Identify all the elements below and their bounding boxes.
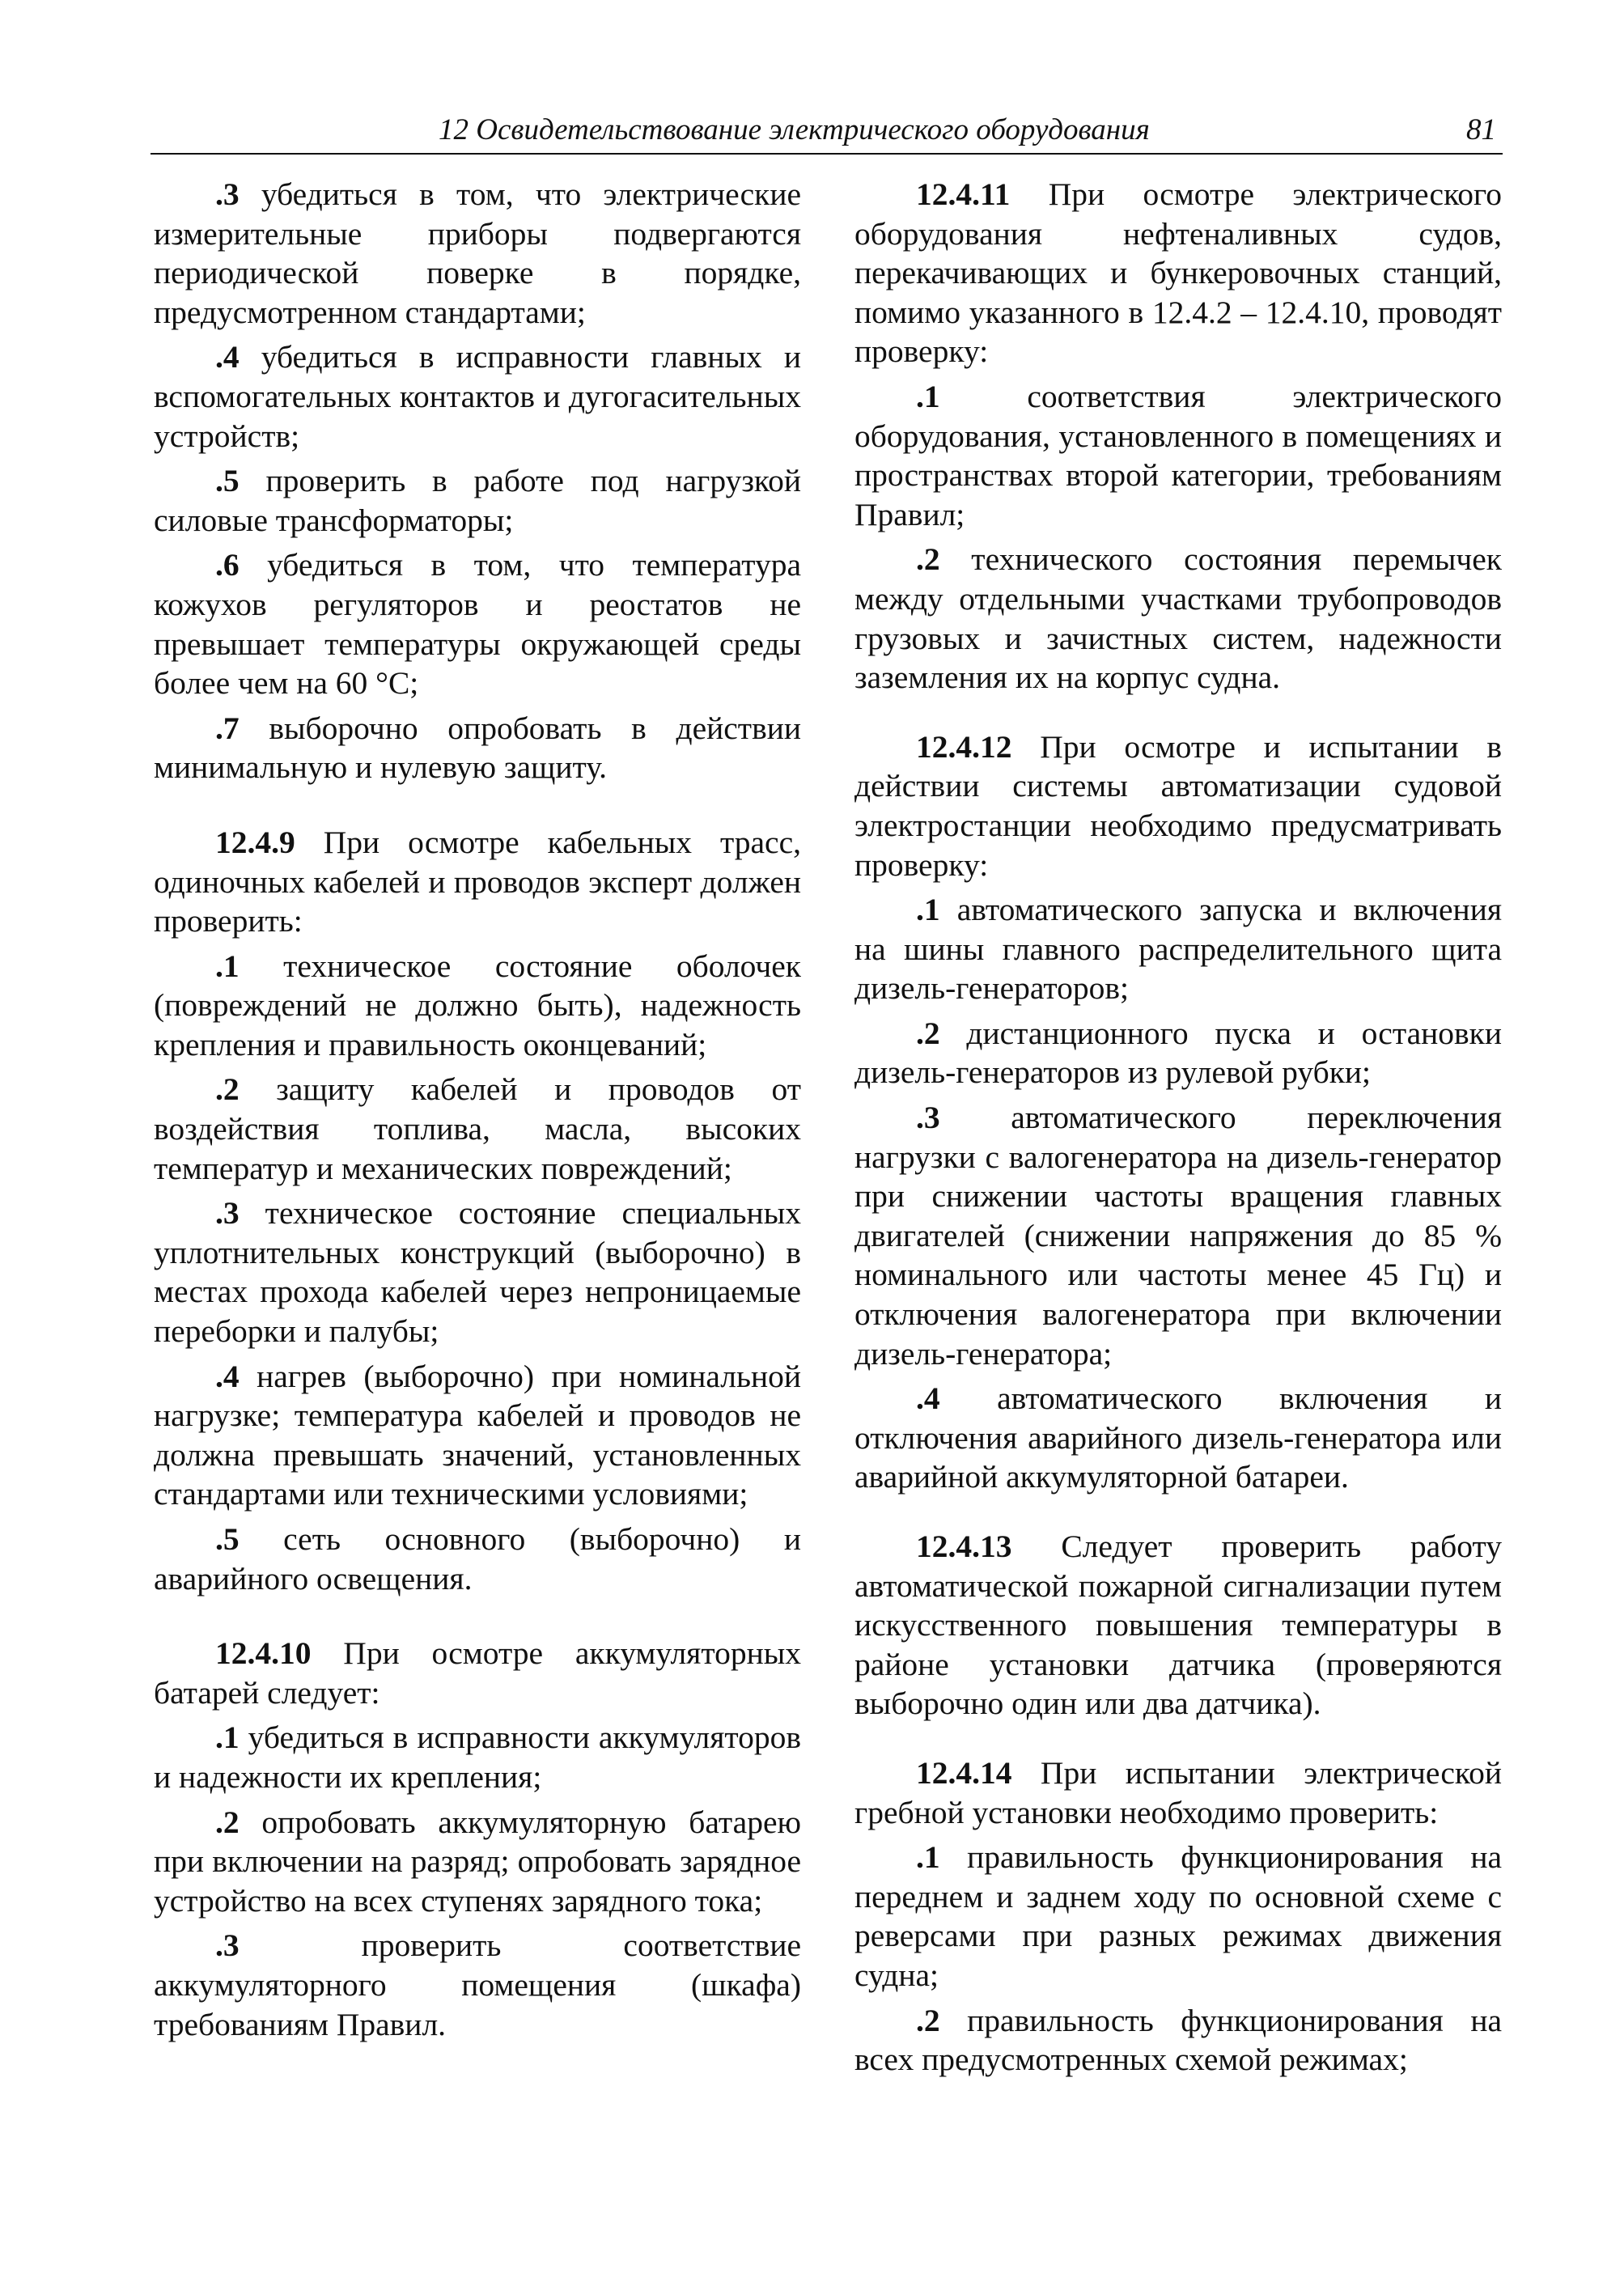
item-number: .3 <box>215 176 240 212</box>
paragraph <box>154 1070 801 1188</box>
item-text: защиту кабелей и проводов от воздействия топлива, масла, высоких температур и механических повреждений; <box>154 1071 801 1186</box>
item-number: .4 <box>215 339 240 375</box>
item-text: проверить соответствие аккумуляторного помещения (шкафа) требованиям Правил. <box>154 1927 801 2042</box>
item-number: .5 <box>215 1521 240 1557</box>
item-text: соответствия электрического оборудования, установленного в помещениях и пространствах второй категории, требованиям Правил; <box>854 378 1502 532</box>
section-paragraph <box>154 1634 801 1712</box>
paragraph <box>854 1838 1502 1995</box>
item-text: При осмотре электрического оборудования нефтеналивных судов, перекачивающих и бункеровочных станций, помимо указанного в 12.4.2 – 12.4.10, проводят проверку: <box>854 176 1502 370</box>
paragraph <box>154 175 801 332</box>
section-number: 12.4.12 <box>916 728 1012 765</box>
paragraph <box>854 540 1502 697</box>
item-number: .4 <box>916 1380 940 1417</box>
item-text: правильность функционирования на всех предусмотренных схемой режимах; <box>854 2002 1502 2078</box>
item-text: сеть основного (выборочно) и аварийного освещения. <box>154 1521 801 1596</box>
item-text: опробовать аккумуляторную батарею при включении на разряд; опробовать зарядное устройство на всех ступенях зарядного тока; <box>154 1804 801 1919</box>
item-text: правильность функционирования на переднем и заднем ходу по основной схеме с реверсами при разных режимах движения судна; <box>854 1839 1502 1993</box>
section-number: 12.4.9 <box>215 824 295 860</box>
section-number: 12.4.11 <box>916 176 1011 212</box>
paragraph <box>154 337 801 456</box>
paragraph <box>854 1379 1502 1497</box>
item-text: выборочно опробовать в действии минимальную и нулевую защиту. <box>154 710 801 786</box>
left-column <box>154 175 801 2050</box>
item-number: .2 <box>215 1071 240 1108</box>
section-paragraph <box>854 727 1502 884</box>
running-header <box>151 108 1503 153</box>
item-text: техническое состояние оболочек (повреждений не должно быть), надежность крепления и правильность оконцеваний; <box>154 948 801 1062</box>
paragraph <box>154 1926 801 2044</box>
item-number: .2 <box>215 1804 240 1840</box>
item-number: .2 <box>916 1015 940 1051</box>
header-title: 12 Освидетельствование электрического оборудования <box>439 113 1150 146</box>
section-paragraph <box>154 823 801 941</box>
page-number: 81 <box>1466 113 1496 146</box>
paragraph <box>854 890 1502 1008</box>
item-number: .6 <box>215 547 240 583</box>
paragraph <box>154 1194 801 1351</box>
item-text: автоматического переключения нагрузки с валогенератора на дизель-генератор при снижении частоты вращения главных двигателей (снижении напряжения до 85 % номинального или частоты менее 45 Гц) и отключения валогенератора при включении дизель-генератора; <box>854 1100 1502 1372</box>
item-text: проверить в работе под нагрузкой силовые трансформаторы; <box>154 463 801 538</box>
header-rule <box>151 153 1503 155</box>
paragraph <box>154 1803 801 1921</box>
item-number: .3 <box>215 1195 240 1232</box>
item-number: .7 <box>215 710 240 746</box>
paragraph <box>154 1357 801 1514</box>
section-paragraph <box>854 1753 1502 1832</box>
paragraph <box>154 1520 801 1598</box>
item-number: .1 <box>916 378 940 414</box>
paragraph <box>154 545 801 702</box>
item-text: При осмотре кабельных трасс, одиночных кабелей и проводов эксперт должен проверить: <box>154 824 801 939</box>
item-text: При осмотре аккумуляторных батарей следует: <box>154 1635 801 1711</box>
paragraph <box>854 1014 1502 1092</box>
item-number: .2 <box>916 2002 940 2038</box>
section-number: 12.4.13 <box>916 1529 1012 1564</box>
item-text: убедиться в том, что электрические измерительные приборы подвергаются периодической поверке в порядке, предусмотренном стандартами; <box>154 176 801 330</box>
paragraph <box>154 461 801 540</box>
item-number: .3 <box>916 1100 940 1136</box>
item-text: При осмотре и испытании в действии системы автоматизации судовой электростанции необходимо предусматривать проверку: <box>854 728 1502 883</box>
item-text: Следует проверить работу автоматической пожарной сигнализации путем искусственного повышения температуры в районе установки датчика (проверяются выборочно один или два датчика). <box>854 1529 1502 1722</box>
item-text: При испытании электрической гребной установки необходимо проверить: <box>854 1754 1502 1830</box>
paragraph <box>154 709 801 787</box>
item-number: .2 <box>916 541 940 578</box>
item-text: убедиться в том, что температура кожухов регуляторов и реостатов не превышает температуры окружающей среды более чем на 60 °С; <box>154 547 801 702</box>
item-number: .1 <box>215 1719 240 1756</box>
paragraph <box>854 377 1502 534</box>
section-number: 12.4.10 <box>215 1635 312 1672</box>
paragraph <box>154 1718 801 1796</box>
item-text: автоматического запуска и включения на шины главного распределительного щита дизель-генераторов; <box>854 892 1502 1007</box>
paragraph <box>154 947 801 1065</box>
section-number: 12.4.14 <box>916 1754 1012 1791</box>
item-number: .1 <box>916 1839 940 1876</box>
item-text: автоматического включения и отключения аварийного дизель-генератора или аварийной аккумуляторной батареи. <box>854 1380 1502 1495</box>
item-text: дистанционного пуска и остановки дизель-генераторов из рулевой рубки; <box>854 1015 1502 1091</box>
item-number: .1 <box>916 892 940 928</box>
item-number: .4 <box>215 1358 240 1394</box>
item-text: технического состояния перемычек между отдельными участками трубопроводов грузовых и зачистных систем, надежности заземления их на корпус судна. <box>854 541 1502 696</box>
item-number: .5 <box>215 463 240 499</box>
right-column <box>854 175 1502 2085</box>
item-text: нагрев (выборочно) при номинальной нагрузке; температура кабелей и проводов не должна превышать значений, установленных стандартами или техническими условиями; <box>154 1358 801 1512</box>
item-number: .3 <box>215 1927 240 1964</box>
paragraph <box>854 1098 1502 1373</box>
item-text: убедиться в исправности главных и вспомогательных контактов и дугогасительных устройств; <box>154 339 801 454</box>
item-text: убедиться в исправности аккумуляторов и надежности их крепления; <box>154 1719 801 1795</box>
paragraph <box>854 2001 1502 2080</box>
section-paragraph <box>854 1527 1502 1724</box>
item-number: .1 <box>215 948 240 984</box>
section-paragraph <box>854 175 1502 371</box>
item-text: техническое состояние специальных уплотнительных конструкций (выборочно) в местах прохода кабелей через непроницаемые переборки и палубы; <box>154 1195 801 1350</box>
